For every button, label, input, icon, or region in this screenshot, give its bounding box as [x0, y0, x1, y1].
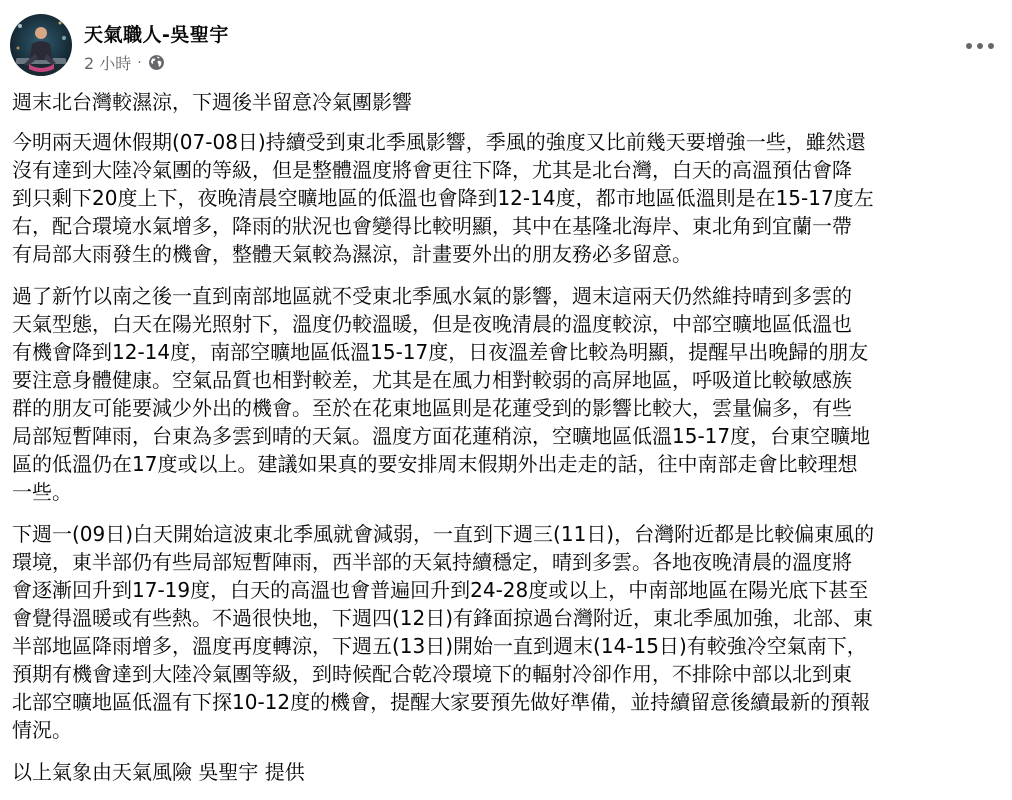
post-timestamp[interactable]: 2 小時	[84, 54, 132, 73]
post-paragraph-3: 下週一(09日)白天開始這波東北季風就會減弱，一直到下週三(11日)，台灣附近都是比較偏東風的 環境，東半部仍有些局部短暫陣雨，西半部的天氣持續穩定，晴到多雲。各地夜晚清晨的溫度將 會逐漸回升到17-19度，白天的高溫也會普遍回升到24-28度或以上，中南部地區在陽光底下甚至 會覺得溫暖或有些熱。不過很快地，下週四(12日)有鋒面掠過台灣附近，東北季風加強，北部、東 半部地區降雨增多，溫度再度轉涼，下週五(13日)開始一直到週末(14-15日)有較強冷空氣南下， 預期有機會達到大陸冷氣團等級，到時候配合乾冷環境下的輻射冷卻作用，不排除中部以北到東 北部空曠地區低溫有下探10-12度的機會，提醒大家要預先做好準備，並持續留意後續最新的預報 情況。	[12, 522, 875, 742]
more-horizontal-icon	[966, 43, 972, 49]
more-options-button[interactable]	[960, 28, 1000, 64]
avatar-image	[10, 14, 72, 76]
post-footer-credit: 以上氣象由天氣風險 吳聖宇 提供	[12, 760, 305, 784]
post-content	[12, 88, 997, 800]
author-name[interactable]: 天氣職人-吳聖宇	[84, 24, 229, 46]
post-paragraph-1: 今明兩天週休假期(07-08日)持續受到東北季風影響，季風的強度又比前幾天要增強一些，雖然還 沒有達到大陸冷氣團的等級，但是整體溫度將會更往下降，尤其是北台灣，白天的高溫預估會降 到只剩下20度上下，夜晚清晨空曠地區的低溫也會降到12-14度，都市地區低溫則是在15-17度左 右，配合環境水氣增多，降雨的狀況也會變得比較明顯，其中在基隆北海岸、東北角到宜蘭一帶 有局部大雨發生的機會，整體天氣較為濕涼，計畫要外出的朋友務必多留意。	[12, 130, 874, 266]
post-paragraph-2: 過了新竹以南之後一直到南部地區就不受東北季風水氣的影響，週末這兩天仍然維持晴到多雲的 天氣型態，白天在陽光照射下，溫度仍較溫暖，但是夜晚清晨的溫度較涼，中部空曠地區低溫也 有機會降到12-14度，南部空曠地區低溫15-17度，日夜溫差會比較為明顯，提醒早出晚歸的朋友 要注意身體健康。空氣品質也相對較差，尤其是在風力相對較弱的高屏地區，呼吸道比較敏感族 群的朋友可能要減少外出的機會。至於在花東地區則是花蓮受到的影響比較大，雲量偏多，有些 局部短暫陣雨，台東為多雲到晴的天氣。溫度方面花蓮稍涼，空曠地區低溫15-17度，台東空曠地 區的低溫仍在17度或以上。建議如果真的要安排周末假期外出走走的話，往中南部走會比較理想 一些。	[12, 284, 871, 504]
post-title: 週末北台灣較濕涼，下週後半留意冷氣團影響	[12, 90, 412, 114]
post-meta	[84, 51, 165, 74]
meta-separator: ·	[137, 54, 142, 71]
avatar[interactable]	[10, 14, 72, 76]
post-header	[10, 14, 1000, 80]
globe-icon[interactable]	[148, 54, 165, 71]
